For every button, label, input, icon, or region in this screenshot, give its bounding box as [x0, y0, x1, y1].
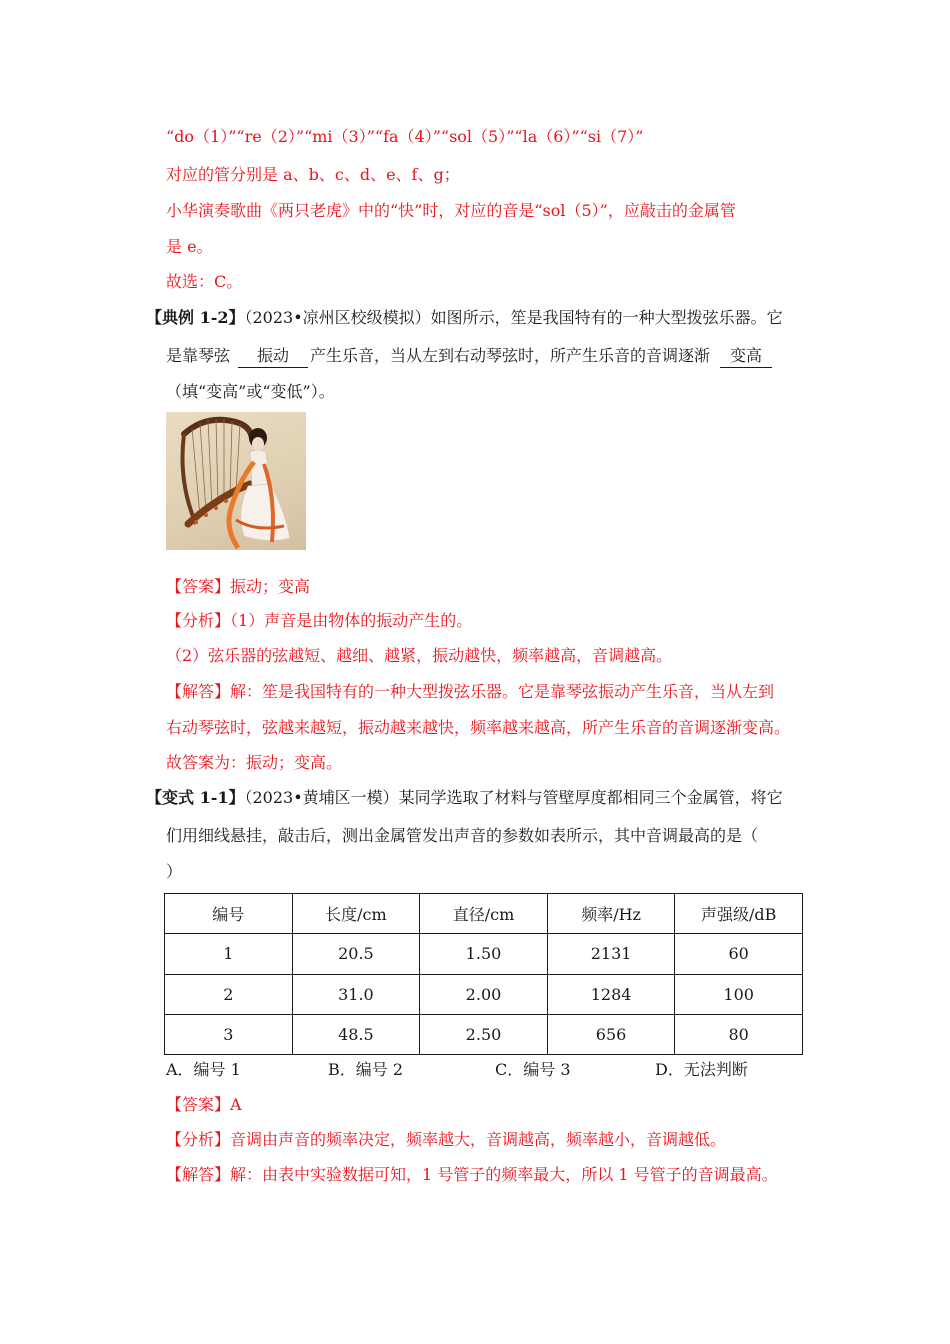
variant-1-1-answer: [166, 1094, 242, 1116]
table-cell: 31.0: [292, 974, 420, 1014]
question-text: 是靠琴弦: [166, 346, 231, 365]
table-cell: 2.50: [420, 1014, 548, 1054]
table-cell: 656: [547, 1014, 675, 1054]
table-cell: 2.00: [420, 974, 548, 1014]
table-cell: 20.5: [292, 934, 420, 974]
metal-pipe-data-table: [164, 893, 803, 1055]
answer-tag: 【答案】: [166, 577, 231, 596]
analysis-text: （1）声音是由物体的振动产生的。: [230, 611, 473, 630]
solution-text: 解：由表中实验数据可知，1 号管子的频率最大，所以 1 号管子的音调最高。: [230, 1165, 778, 1184]
solution-text: 解：笙是我国特有的一种大型拨弦乐器。它是靠琴弦振动产生乐音，当从左到: [230, 682, 775, 701]
variant-1-1-tag: 【变式 1-1】: [146, 788, 245, 807]
variant-1-1-question-line-1: [146, 787, 783, 809]
example-1-2-analysis-1: [166, 610, 472, 632]
question-text: 产生乐音，当从左到右动琴弦时，所产生乐音的音调逐渐: [310, 346, 711, 365]
answer-text: 振动；变高: [230, 577, 311, 596]
solution-tag: 【解答】: [166, 682, 231, 701]
table-header-cell: 频率/Hz: [547, 894, 675, 934]
solution-line-4: 是 e。: [166, 237, 213, 256]
solution-tag: 【解答】: [166, 1165, 231, 1184]
table-cell: 80: [675, 1014, 803, 1054]
table-row: [165, 974, 803, 1014]
table-cell: 48.5: [292, 1014, 420, 1054]
table-row: [165, 934, 803, 974]
harp-player-drawing: [166, 412, 306, 550]
variant-1-1-question-line-3: ）: [166, 862, 183, 881]
example-1-2-solution-2: 右动琴弦时，弦越来越短，振动越来越快，频率越来越高，所产生乐音的音调逐渐变高。: [166, 718, 791, 737]
example-1-2-question-line-2: [166, 345, 772, 368]
table-header-row: [165, 894, 803, 934]
example-1-2-solution-1: [166, 681, 774, 703]
analysis-tag: 【分析】: [166, 1130, 231, 1149]
example-1-2-analysis-2: （2）弦乐器的弦越短、越细、越紧，振动越快，频率越高，音调越高。: [166, 646, 673, 665]
table-cell: 1: [165, 934, 293, 974]
table-cell: 60: [675, 934, 803, 974]
solution-conclusion: 故选：C。: [166, 272, 243, 291]
table-cell: 100: [675, 974, 803, 1014]
example-1-2-answer: [166, 576, 310, 598]
fill-blank-1: 振动: [238, 345, 308, 368]
table-cell: 1.50: [420, 934, 548, 974]
variant-1-1-solution: [166, 1164, 778, 1186]
example-1-2-question-line-3: （填“变高”或“变低”）。: [166, 382, 335, 401]
table-cell: 2: [165, 974, 293, 1014]
variant-1-1-text: （2023•黄埔区一模）某同学选取了材料与管壁厚度都相同三个金属管，将它: [244, 788, 783, 807]
answer-tag: 【答案】: [166, 1095, 231, 1114]
variant-1-1-analysis: [166, 1129, 726, 1151]
solution-line-3: 小华演奏歌曲《两只老虎》中的“快”时，对应的音是“sol（5）”，应敲击的金属管: [166, 201, 736, 220]
table-header-cell: 编号: [165, 894, 293, 934]
analysis-tag: 【分析】: [166, 611, 231, 630]
example-1-2-solution-3: 故答案为：振动；变高。: [166, 753, 343, 772]
example-1-2-tag: 【典例 1-2】: [146, 308, 245, 327]
table-cell: 3: [165, 1014, 293, 1054]
table-cell: 2131: [547, 934, 675, 974]
fill-blank-2: 变高: [720, 345, 772, 368]
option-b[interactable]: B．编号 2: [328, 1060, 404, 1079]
answer-text: A: [230, 1095, 242, 1114]
table-header-cell: 直径/cm: [420, 894, 548, 934]
analysis-text: 音调由声音的频率决定，频率越大，音调越高，频率越小，音调越低。: [230, 1130, 727, 1149]
table-cell: 1284: [547, 974, 675, 1014]
variant-1-1-question-line-2: 们用细线悬挂，敲击后，测出金属管发出声音的参数如表所示，其中音调最高的是（: [166, 826, 759, 845]
option-a[interactable]: A．编号 1: [166, 1060, 241, 1079]
solution-line-2: 对应的管分别是 a、b、c、d、e、f、g；: [166, 165, 460, 184]
example-1-2-question-line-1: [146, 307, 783, 329]
table-header-cell: 声强级/dB: [675, 894, 803, 934]
option-d[interactable]: D．无法判断: [655, 1060, 748, 1079]
table-header-cell: 长度/cm: [292, 894, 420, 934]
solution-line-1: “do（1）”“re（2）”“mi（3）”“fa（4）”“sol（5）”“la（6）”“si（7）”: [166, 127, 644, 146]
table-row: [165, 1014, 803, 1054]
harp-player-illustration: [166, 412, 306, 550]
option-c[interactable]: C．编号 3: [495, 1060, 571, 1079]
example-1-2-text: （2023•凉州区校级模拟）如图所示，笙是我国特有的一种大型拨弦乐器。它: [244, 308, 783, 327]
